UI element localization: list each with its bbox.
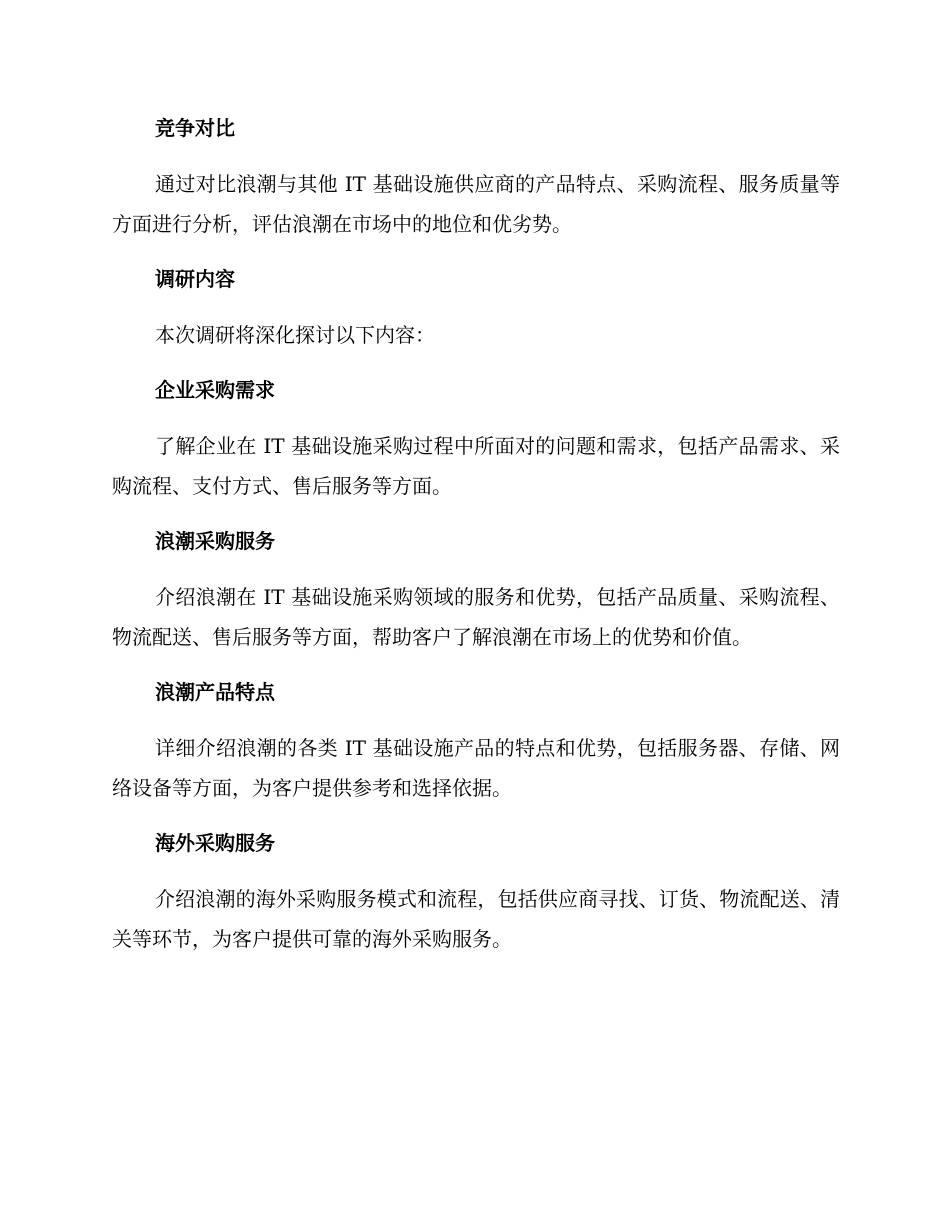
section-heading-research-content: 调研内容 [155, 267, 235, 291]
section-body-enterprise-needs: 了解企业在 IT 基础设施采购过程中所面对的问题和需求，包括产品需求、采购流程、支付方式、售后服务等方面。 [112, 434, 840, 498]
section-heading-procurement-service: 浪潮采购服务 [155, 529, 275, 553]
section-body-research-content: 本次调研将深化探讨以下内容： [155, 323, 435, 347]
section-body-overseas-service: 介绍浪潮的海外采购服务模式和流程，包括供应商寻找、订货、物流配送、清关等环节，为客户提供可靠的海外采购服务。 [112, 887, 840, 951]
section-body-procurement-service: 介绍浪潮在 IT 基础设施采购领域的服务和优势，包括产品质量、采购流程、物流配送、售后服务等方面，帮助客户了解浪潮在市场上的优势和价值。 [112, 585, 840, 649]
document-page [112, 108, 840, 959]
section-heading-product-features: 浪潮产品特点 [155, 680, 275, 704]
section-body-product-features: 详细介绍浪潮的各类 IT 基础设施产品的特点和优势，包括服务器、存储、网络设备等方面，为客户提供参考和选择依据。 [112, 736, 840, 800]
section-heading-enterprise-needs: 企业采购需求 [155, 378, 275, 402]
section-heading-competition: 竞争对比 [155, 116, 235, 140]
section-body-competition: 通过对比浪潮与其他 IT 基础设施供应商的产品特点、采购流程、服务质量等方面进行分析，评估浪潮在市场中的地位和优劣势。 [112, 172, 840, 236]
section-heading-overseas-service: 海外采购服务 [155, 831, 275, 855]
